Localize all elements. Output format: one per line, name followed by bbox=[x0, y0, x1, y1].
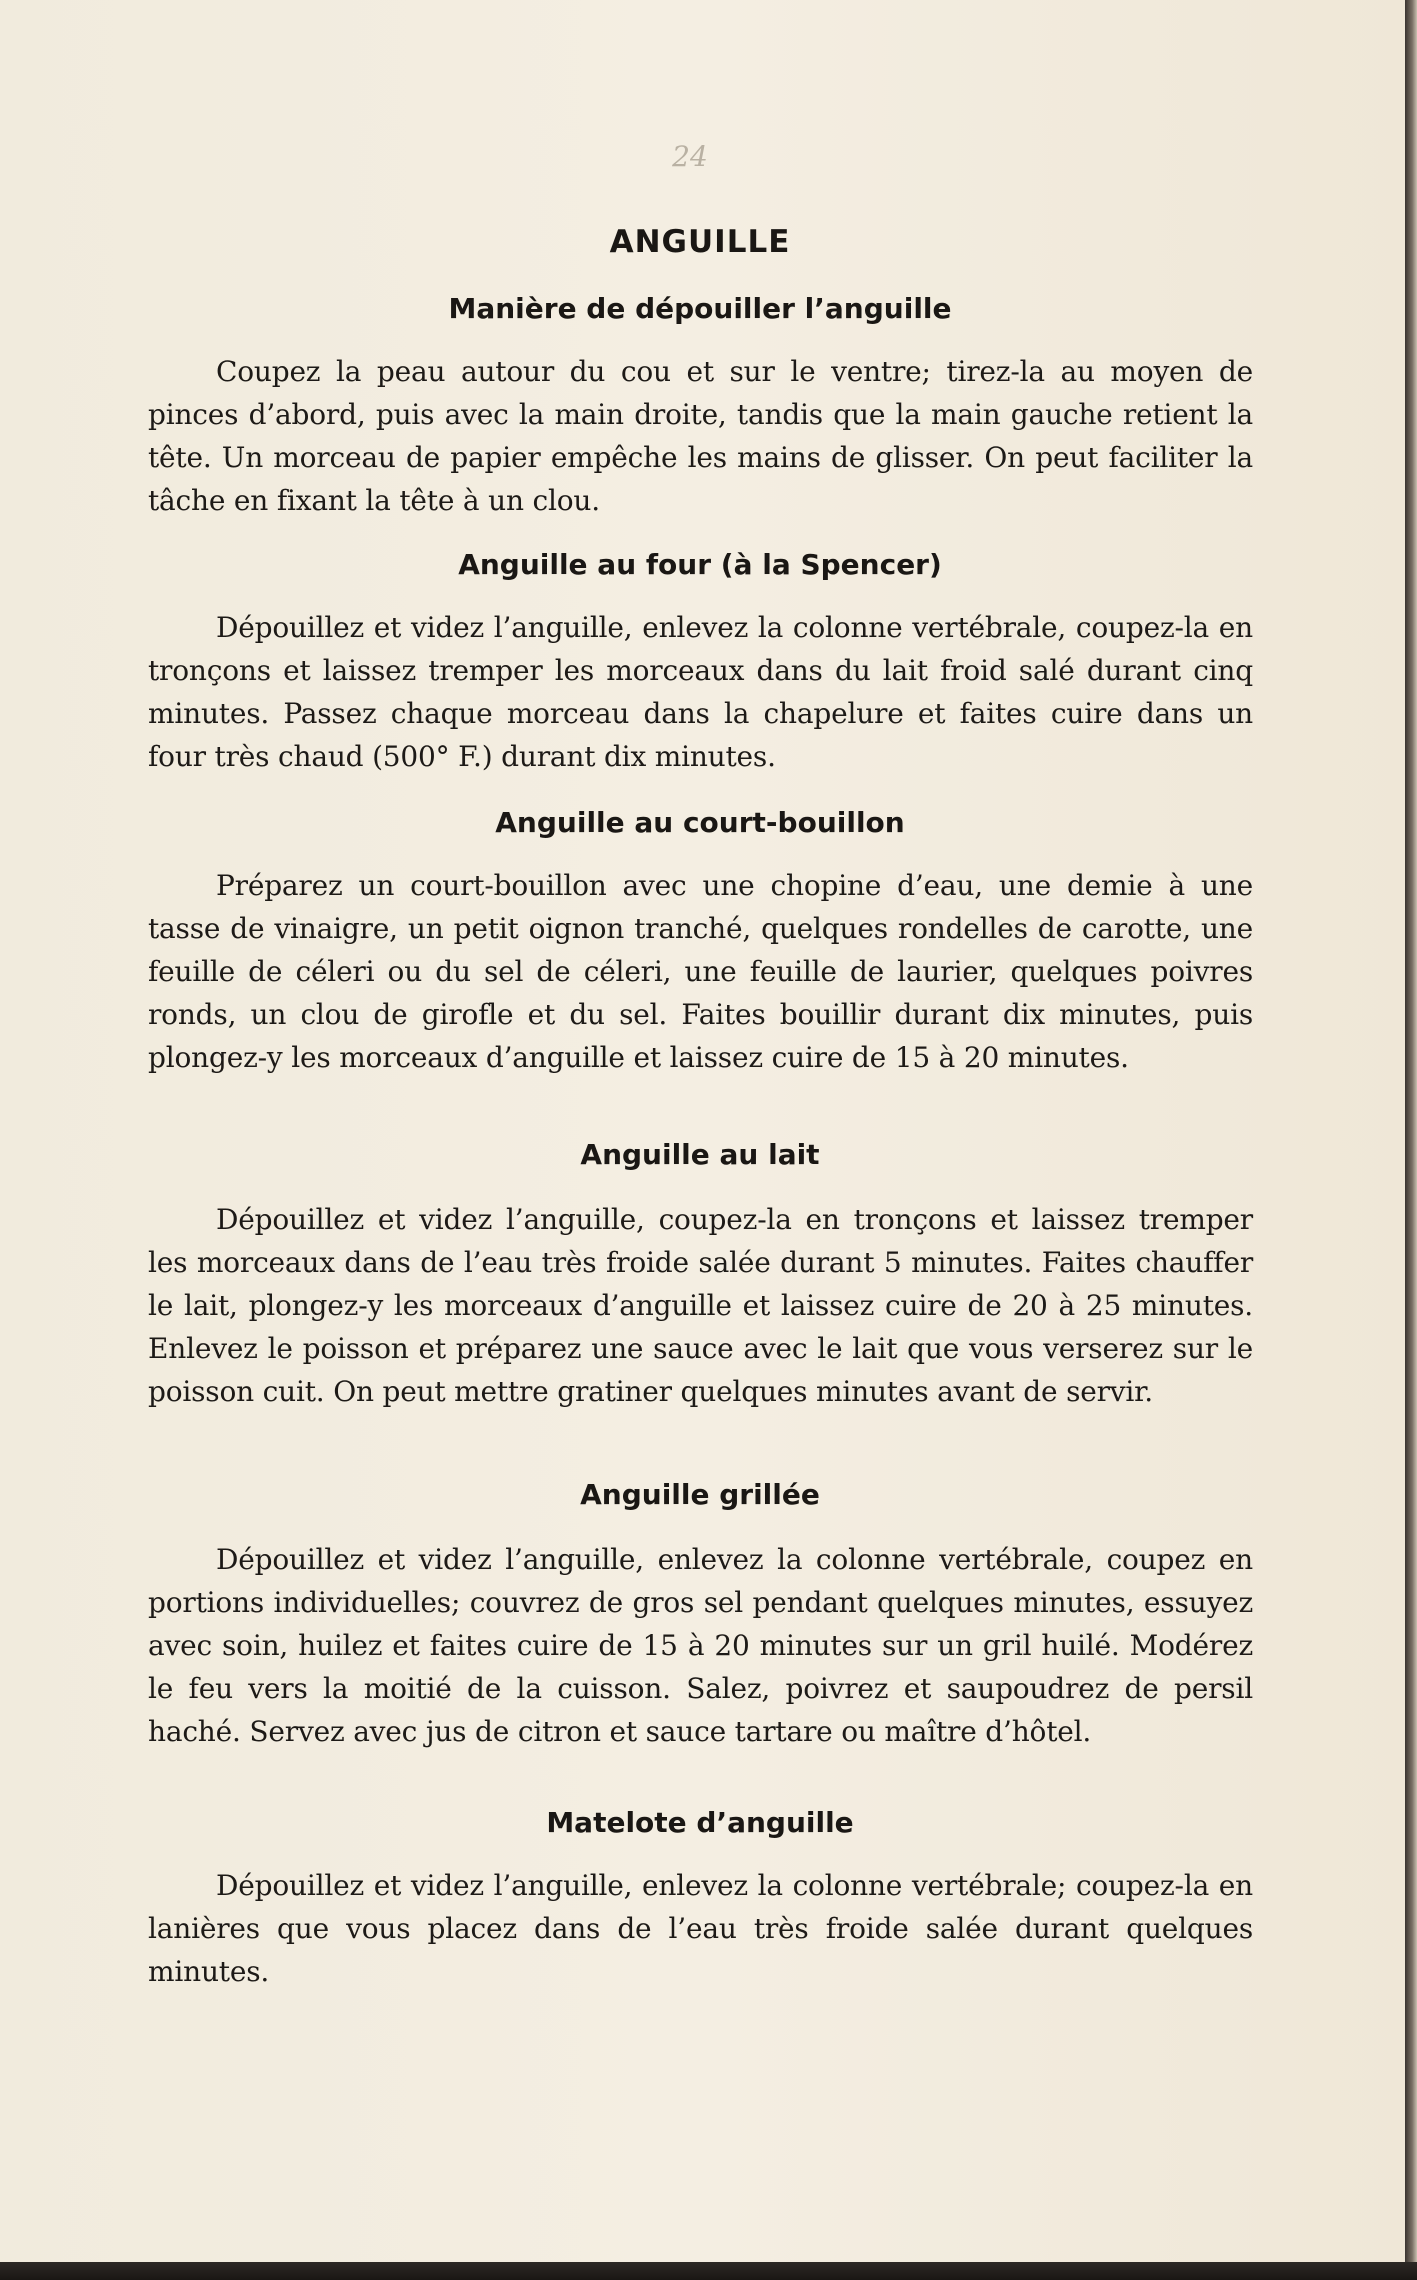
section-text-depouiller: Coupez la peau autour du cou et sur le ventre; tirez-la au moyen de pinces d’abord, puis avec la main droite, tandis que la main gauche retient la tête. Un morceau de papier empêche les mains de glisser. On peut faciliter la tâche en fixant la tête à un clou. bbox=[148, 355, 1253, 517]
section-text-lait: Dépouillez et videz l’anguille, coupez-la en tronçons et laissez tremper les morceaux dans de l’eau très froide salée durant 5 minutes. Faites chauffer le lait, plongez-y les morceaux d’anguille et laissez cuire de 20 à 25 minutes. Enlevez le poisson et préparez une sauce avec le lait que vous verserez sur le poisson cuit. On peut mettre gratiner quelques minutes avant de servir. bbox=[148, 1203, 1253, 1408]
section-heading-depouiller: Manière de dépouiller l’anguille bbox=[448, 292, 952, 325]
section-heading-lait: Anguille au lait bbox=[580, 1138, 820, 1171]
page-right-edge bbox=[1405, 0, 1417, 2280]
page-bottom-edge bbox=[0, 2262, 1417, 2280]
section-text-grillee: Dépouillez et videz l’anguille, enlevez la colonne vertébrale, coupez en portions individuelles; couvrez de gros sel pendant quelques minutes, essuyez avec soin, huilez et faites cuire de 15 à 20 minutes sur un gril huilé. Modérez le feu vers la moitié de la cuisson. Salez, poivrez et saupoudrez de persil haché. Servez avec jus de citron et sauce tartare ou maître d’hôtel. bbox=[148, 1543, 1253, 1748]
section-text-court-bouillon: Préparez un court-bouillon avec une chopine d’eau, une demie à une tasse de vinaigre, un petit oignon tranché, quelques rondelles de carotte, une feuille de céleri ou du sel de céleri, une feuille de laurier, quelques poivres ronds, un clou de girofle et du sel. Faites bouillir durant dix minutes, puis plongez-y les morceaux d’anguille et laissez cuire de 15 à 20 minutes. bbox=[148, 869, 1253, 1074]
section-heading-matelote: Matelote d’anguille bbox=[546, 1806, 854, 1839]
page-title: ANGUILLE bbox=[609, 224, 791, 260]
page-number: 24 bbox=[672, 140, 708, 173]
section-text-four: Dépouillez et videz l’anguille, enlevez la colonne vertébrale, coupez-la en tronçons et laissez tremper les morceaux dans du lait froid salé durant cinq minutes. Passez chaque morceau dans la chapelure et faites cuire dans un four très chaud (500° F.) durant dix minutes. bbox=[148, 611, 1253, 773]
section-text-matelote: Dépouillez et videz l’anguille, enlevez la colonne vertébrale; coupez-la en lanières que vous placez dans de l’eau très froide salée durant quelques minutes. bbox=[148, 1869, 1253, 1988]
section-heading-four: Anguille au four (à la Spencer) bbox=[458, 548, 942, 581]
section-heading-grillee: Anguille grillée bbox=[580, 1478, 820, 1511]
section-heading-court-bouillon: Anguille au court-bouillon bbox=[495, 806, 905, 839]
